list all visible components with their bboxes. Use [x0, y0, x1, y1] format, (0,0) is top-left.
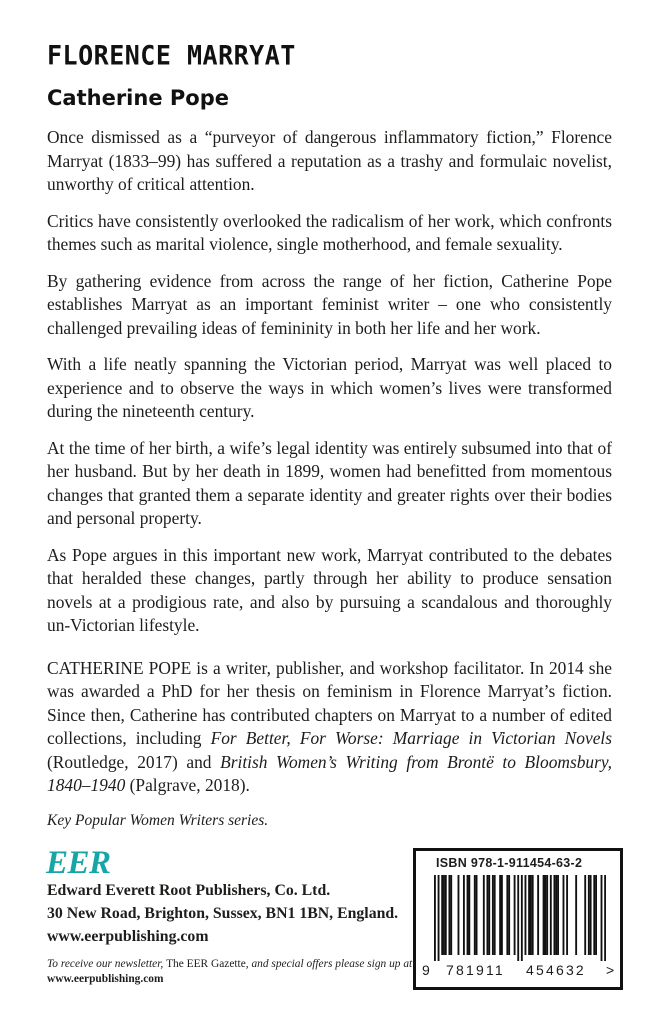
- barcode-bar: [445, 875, 447, 955]
- book-title: FLORENCE MARRYAT: [47, 40, 296, 71]
- barcode-bar: [593, 875, 595, 955]
- barcode-bar: [575, 875, 577, 955]
- blurb-paragraph: With a life neatly spanning the Victorian period, Marryat was well placed to experience and to observe the ways in which women’s lives were transformed during the nineteenth century.: [47, 354, 612, 421]
- barcode-bar: [443, 875, 445, 955]
- barcode-digit-first: 9: [422, 962, 430, 978]
- book-author: Catherine Pope: [47, 86, 229, 110]
- barcode-bar: [550, 875, 552, 955]
- barcode-bar: [557, 875, 559, 955]
- bio-text: CATHERINE POPE is a writer, publisher, and workshop facilitator. In 2014 she was awarded a PhD for her thesis on feminism in Florence Marryat’s fiction. Since then, Catherine has contributed chapters on Marryat to a number of edited collections, including: [47, 657, 612, 748]
- barcode-bar: [499, 875, 501, 955]
- barcode-bar: [508, 875, 510, 955]
- barcode-bar: [563, 875, 565, 955]
- bio-text: (Palgrave, 2018).: [125, 775, 250, 795]
- barcode-bar: [494, 875, 496, 955]
- series-note: Key Popular Women Writers series.: [47, 812, 269, 829]
- barcode-bar: [521, 875, 523, 961]
- blurb-paragraph: As Pope argues in this important new work, Marryat contributed to the debates that heralded these changes, partly through her ability to produce sensation novels at a prodigious rate, and also by pursuing a scandalous and thoroughly un-Victorian lifestyle.: [47, 544, 612, 635]
- barcode-bar: [525, 875, 527, 955]
- barcode-bar: [514, 875, 516, 955]
- barcode-bar: [434, 875, 436, 961]
- isbn-barcode: [413, 848, 623, 990]
- author-bio: [47, 657, 612, 798]
- barcode-bar: [474, 875, 476, 955]
- publisher-website: www.eerpublishing.com: [47, 928, 209, 945]
- publisher-address: 30 New Road, Brighton, Sussex, BN1 1BN, England.: [47, 905, 399, 922]
- barcode-quiet-mark: >: [606, 962, 615, 978]
- isbn-label: ISBN 978-1-911454-63-2: [436, 856, 583, 870]
- newsletter-text: , and special offers please sign up at: [245, 958, 413, 970]
- barcode-bar: [467, 875, 469, 955]
- barcode-bar: [546, 875, 548, 955]
- barcode-bar: [483, 875, 485, 955]
- barcode-bar: [450, 875, 452, 955]
- barcode-bar: [492, 875, 494, 955]
- blurb-paragraph: Critics have consistently overlooked the radicalism of her work, which confronts themes such as marital violence, single motherhood, and female sexuality.: [47, 210, 612, 254]
- barcode-bar: [555, 875, 557, 955]
- blurb-paragraph: At the time of her birth, a wife’s legal identity was entirely subsumed into that of her husband. But by her death in 1899, women had benefitted from momentous changes that granted them a separate identity and greater rights over their bodies and personal property.: [47, 437, 612, 528]
- newsletter-url: www.eerpublishing.com: [47, 973, 164, 985]
- barcode-bar: [441, 875, 443, 955]
- barcode-bar: [601, 875, 603, 961]
- barcode-bar: [590, 875, 592, 955]
- barcode-digits-right: 454632: [526, 962, 586, 978]
- barcode-bar: [517, 875, 519, 961]
- barcode-bar: [604, 875, 606, 961]
- barcode-bar: [463, 875, 465, 955]
- barcode-bar: [476, 875, 478, 955]
- bio-book-title: For Better, For Worse: Marriage in Victorian Novels: [210, 728, 613, 748]
- barcode-bar: [566, 875, 568, 955]
- barcode-bar: [532, 875, 534, 955]
- barcode-bar: [468, 875, 470, 955]
- newsletter-note: [47, 957, 437, 987]
- barcode-bar: [553, 875, 555, 955]
- barcode-bar: [588, 875, 590, 955]
- barcode-bar: [488, 875, 490, 955]
- barcode-bars: [434, 875, 606, 961]
- blurb-paragraph: By gathering evidence from across the range of her fiction, Catherine Pope establishes Marryat as an important feminist writer – one who consistently challenged prevailing ideas of femininity in both her life and her work.: [47, 270, 612, 338]
- barcode-bar: [584, 875, 586, 955]
- bio-text: (Routledge, 2017) and: [47, 751, 221, 772]
- barcode-digits-left: 781911: [446, 962, 505, 978]
- barcode-bar: [448, 875, 450, 955]
- barcode-bar: [506, 875, 508, 955]
- barcode-bar: [530, 875, 532, 955]
- publisher-logo: EER: [46, 845, 111, 881]
- barcode-bar: [543, 875, 545, 955]
- bio-book-title: British Women’s Writing from Brontë to Bloomsbury, 1840–1940: [47, 751, 612, 795]
- barcode-bar: [458, 875, 460, 955]
- blurb-paragraph: Once dismissed as a “purveyor of dangerous inflammatory fiction,” Florence Marryat (1833–99) has suffered a reputation as a trashy and formulaic novelist, unworthy of critical attention.: [47, 127, 612, 194]
- barcode-bar: [537, 875, 539, 955]
- barcode-bar: [528, 875, 530, 955]
- newsletter-gazette: The EER Gazette: [166, 958, 246, 970]
- newsletter-text: To receive our newsletter,: [47, 958, 167, 970]
- blurb: [47, 126, 612, 811]
- barcode-bar: [501, 875, 503, 955]
- barcode-bar: [544, 875, 546, 955]
- barcode-bar: [595, 875, 597, 955]
- barcode-bar: [487, 875, 489, 955]
- barcode-bar: [438, 875, 440, 961]
- publisher-name: Edward Everett Root Publishers, Co. Ltd.: [47, 882, 331, 899]
